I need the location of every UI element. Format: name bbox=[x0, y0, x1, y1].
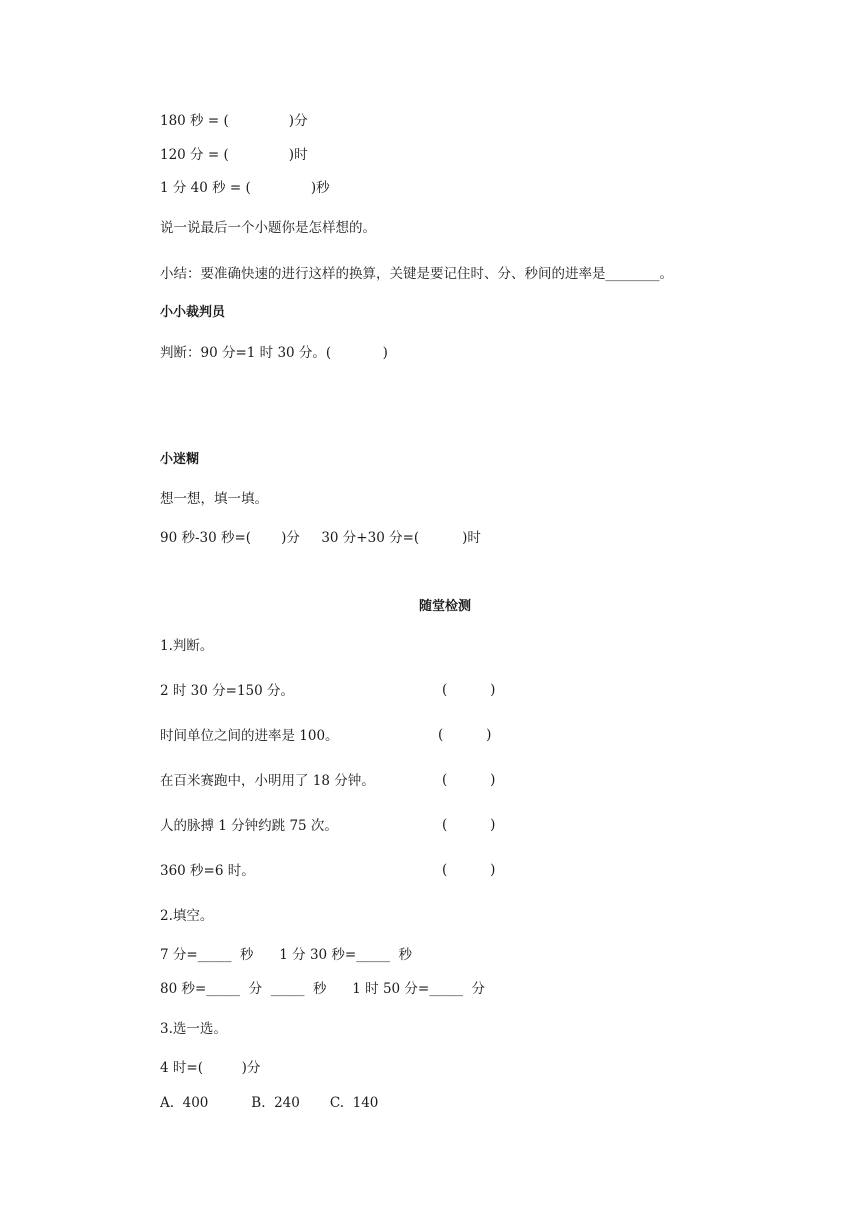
fill-item-2: 80 秒=_____ 分 _____ 秒 1 时 50 分=_____ 分 bbox=[160, 981, 486, 997]
judge-item-3-paren: ( ) bbox=[442, 772, 496, 788]
fill-prompt: 想一想，填一填。 bbox=[160, 491, 268, 507]
conversion-line-3: 1 分 40 秒 = ( )秒 bbox=[160, 180, 330, 196]
question-3-title: 3.选一选。 bbox=[160, 1021, 227, 1037]
judge-item-4: 人的脉搏 1 分钟约跳 75 次。 bbox=[160, 818, 338, 834]
judge-question: 判断：90 分=1 时 30 分。( ) bbox=[160, 345, 388, 361]
section-heading-confusion: 小迷糊 bbox=[160, 452, 200, 467]
judge-item-3: 在百米赛跑中，小明用了 18 分钟。 bbox=[160, 773, 375, 789]
judge-item-1-paren: ( ) bbox=[442, 682, 496, 698]
judge-item-2: 时间单位之间的进率是 100。 bbox=[160, 728, 339, 744]
judge-item-4-paren: ( ) bbox=[442, 817, 496, 833]
conversion-line-1: 180 秒 = ( )分 bbox=[160, 113, 308, 129]
judge-item-5-paren: ( ) bbox=[442, 862, 496, 878]
section-heading-test: 随堂检测 bbox=[418, 599, 471, 614]
choice-options: A. 400 B. 240 C. 140 bbox=[160, 1095, 379, 1111]
judge-item-5: 360 秒=6 时。 bbox=[160, 863, 255, 879]
question-1-title: 1.判断。 bbox=[160, 638, 214, 654]
judge-item-2-paren: ( ) bbox=[438, 727, 492, 743]
section-heading-judge: 小小裁判员 bbox=[160, 305, 226, 320]
fill-item-1: 7 分=_____ 秒 1 分 30 秒=_____ 秒 bbox=[160, 947, 413, 963]
question-2-title: 2.填空。 bbox=[160, 908, 214, 924]
choice-question: 4 时=( )分 bbox=[160, 1060, 261, 1076]
judge-item-1: 2 时 30 分=150 分。 bbox=[160, 683, 295, 699]
conversion-line-2: 120 分 = ( )时 bbox=[160, 147, 308, 163]
discussion-prompt: 说一说最后一个小题你是怎样想的。 bbox=[160, 220, 376, 236]
fill-question: 90 秒-30 秒=( )分 30 分+30 分=( )时 bbox=[160, 530, 481, 546]
summary-line: 小结：要准确快速的进行这样的换算，关键是要记住时、分、秒间的进率是________。 bbox=[160, 266, 673, 282]
